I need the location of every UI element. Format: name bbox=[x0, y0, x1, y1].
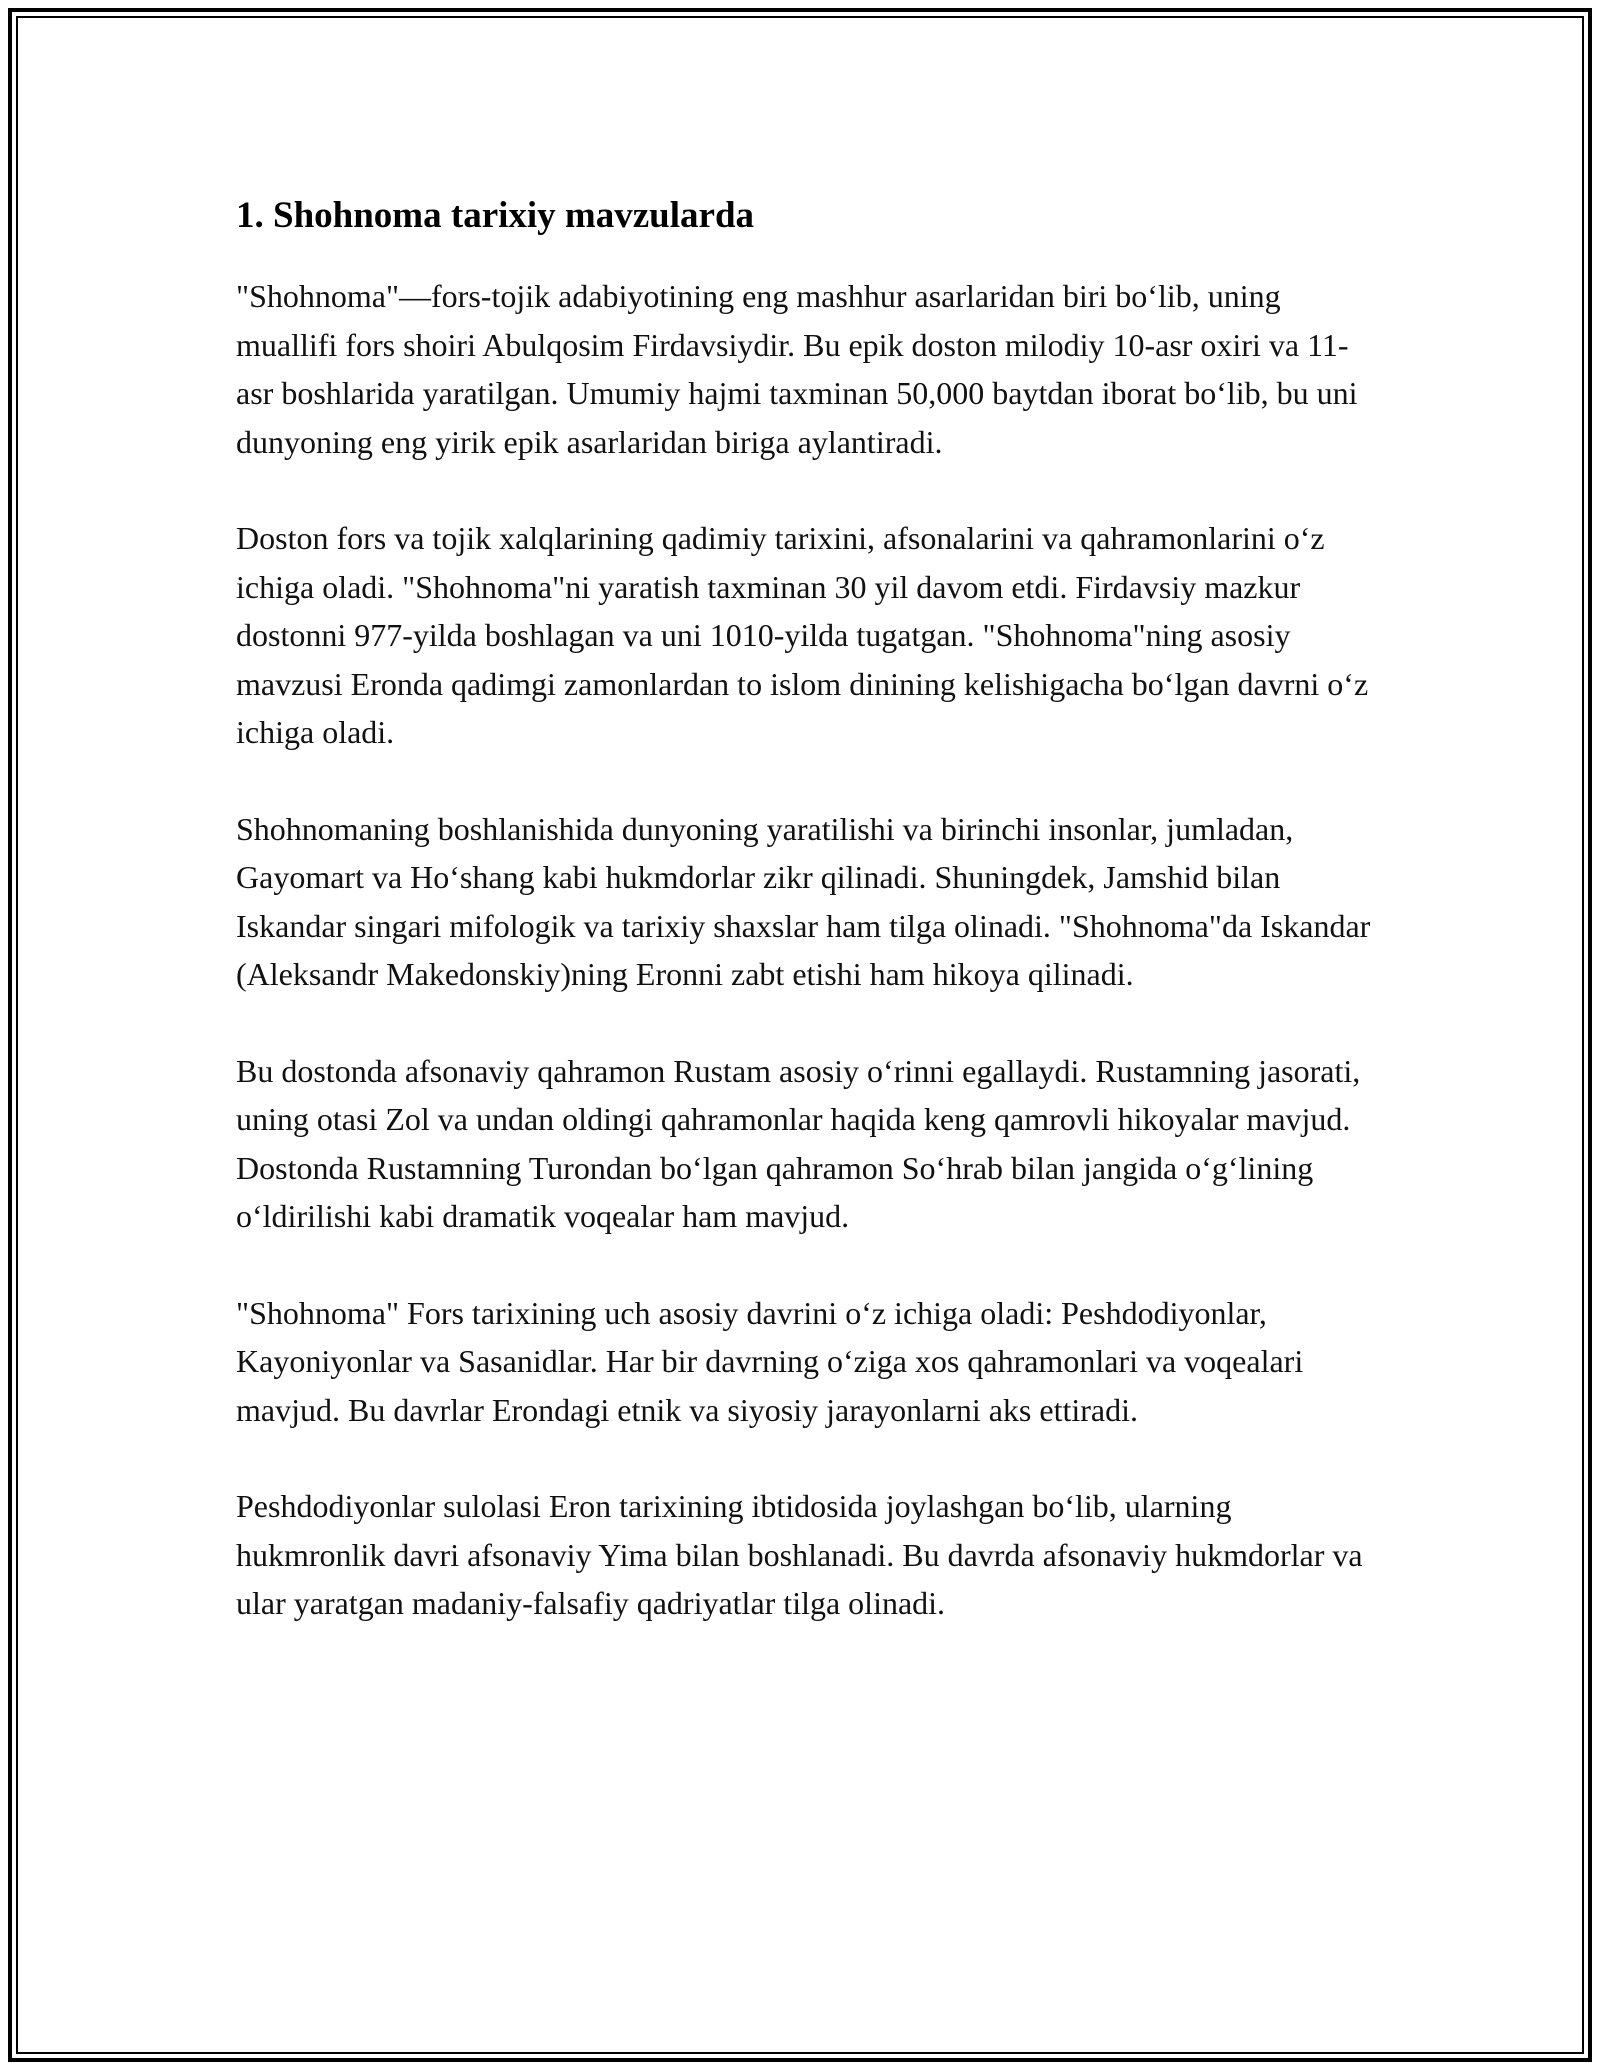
paragraph-4: Bu dostonda afsonaviy qahramon Rustam asosiy oʻrinni egallaydi. Rustamning jasorati, uning otasi Zol va undan oldingi qahramonlar haqida keng qamrovli hikoyalar mavjud. Dostonda Rustamning Turondan boʻlgan qahramon Soʻhrab bilan jangida oʻgʻlining oʻldirilishi kabi dramatik voqealar ham mavjud. bbox=[236, 1052, 1361, 1234]
paragraph-6: Peshdodiyonlar sulolasi Eron tarixining ibtidosida joylashgan boʻlib, ularning hukmronlik davri afsonaviy Yima bilan boshlanadi. Bu davrda afsonaviy hukmdorlar va ular yaratgan madaniy-falsafiy qadriyatlar tilga olinadi. bbox=[236, 1488, 1363, 1621]
paragraph-3: Shohnomaning boshlanishida dunyoning yaratilishi va birinchi insonlar, jumladan, Gayomart va Hoʻshang kabi hukmdorlar zikr qilinadi. Shuningdek, Jamshid bilan Iskandar singari mifologik va tarixiy shaxslar ham tilga olinadi. "Shohnoma"da Iskandar (Aleksandr Makedonskiy)ning Eronni zabt etishi ham hikoya qilinadi. bbox=[236, 810, 1371, 992]
paragraph-2: Doston fors va tojik xalqlarining qadimiy tarixini, afsonalarini va qahramonlarini oʻz ichiga oladi. "Shohnoma"ni yaratish taxminan 30 yil davom etdi. Firdavsiy mazkur dostonni 977-yilda boshlagan va uni 1010-yilda tugatgan. "Shohnoma"ning asosiy mavzusi Eronda qadimgi zamonlardan to islom dinining kelishigacha boʻlgan davrni oʻz ichiga oladi. bbox=[236, 520, 1369, 750]
section-heading: 1. Shohnoma tarixiy mavzularda bbox=[236, 195, 755, 236]
document-body bbox=[236, 188, 1376, 1676]
paragraph-1: "Shohnoma"—fors-tojik adabiyotining eng mashhur asarlaridan biri boʻlib, uning muallifi fors shoiri Abulqosim Firdavsiydir. Bu epik doston milodiy 10-asr oxiri va 11-asr boshlarida yaratilgan. Umumiy hajmi taxminan 50,000 baytdan iborat boʻlib, bu uni dunyoning eng yirik epik asarlaridan biriga aylantiradi. bbox=[236, 278, 1358, 460]
paragraph-5: "Shohnoma" Fors tarixining uch asosiy davrini oʻz ichiga oladi: Peshdodiyonlar, Kayoniyonlar va Sasanidlar. Har bir davrning oʻziga xos qahramonlari va voqealari mavjud. Bu davrlar Erondagi etnik va siyosiy jarayonlarni aks ettiradi. bbox=[236, 1294, 1304, 1428]
